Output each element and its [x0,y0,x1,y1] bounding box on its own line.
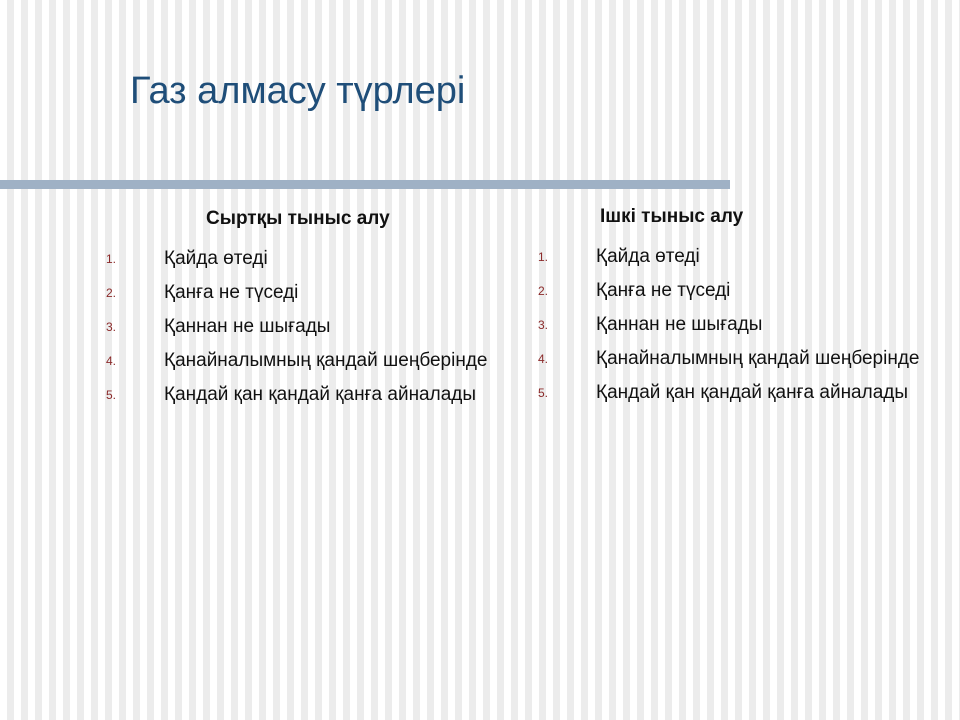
slide-title: Газ алмасу түрлері [130,70,466,112]
list-item-text: Қанға не түседі [164,282,299,303]
list-item-text: Қанайналымның қандай шеңберінде [164,350,488,371]
list-item-number: 2. [106,286,117,300]
list-item-number: 4. [538,352,549,366]
list-item-number: 1. [538,250,549,264]
list-item [528,274,948,308]
list-item-text: Қаннан не шығады [164,316,331,337]
external-breathing-column [96,208,516,412]
list-item-number: 3. [538,318,549,332]
list-item [96,276,516,310]
list-item-text: Қанайналымның қандай шеңберінде [596,348,920,369]
list-item [96,310,516,344]
list-item-number: 1. [106,252,117,266]
list-item [96,344,516,378]
list-item-number: 5. [538,386,549,400]
title-divider [0,180,730,189]
list-item [96,242,516,276]
list-item [96,378,516,412]
list-item [528,240,948,274]
internal-breathing-list [528,240,948,410]
internal-breathing-heading: Ішкі тыныс алу [600,206,744,227]
list-item-text: Қандай қан қандай қанға айналады [596,382,909,403]
list-item [528,308,948,342]
list-item-text: Қайда өтеді [164,248,268,269]
list-item-number: 3. [106,320,117,334]
list-item-number: 2. [538,284,549,298]
list-item [528,376,948,410]
list-item-text: Қаннан не шығады [596,314,763,335]
list-item-number: 5. [106,388,117,402]
list-item-text: Қандай қан қандай қанға айналады [164,384,477,405]
list-item-number: 4. [106,354,117,368]
internal-breathing-column [528,206,948,410]
external-breathing-heading: Сыртқы тыныс алу [206,208,390,229]
list-item-text: Қанға не түседі [596,280,731,301]
list-item [528,342,948,376]
external-breathing-list [96,242,516,412]
list-item-text: Қайда өтеді [596,246,700,267]
